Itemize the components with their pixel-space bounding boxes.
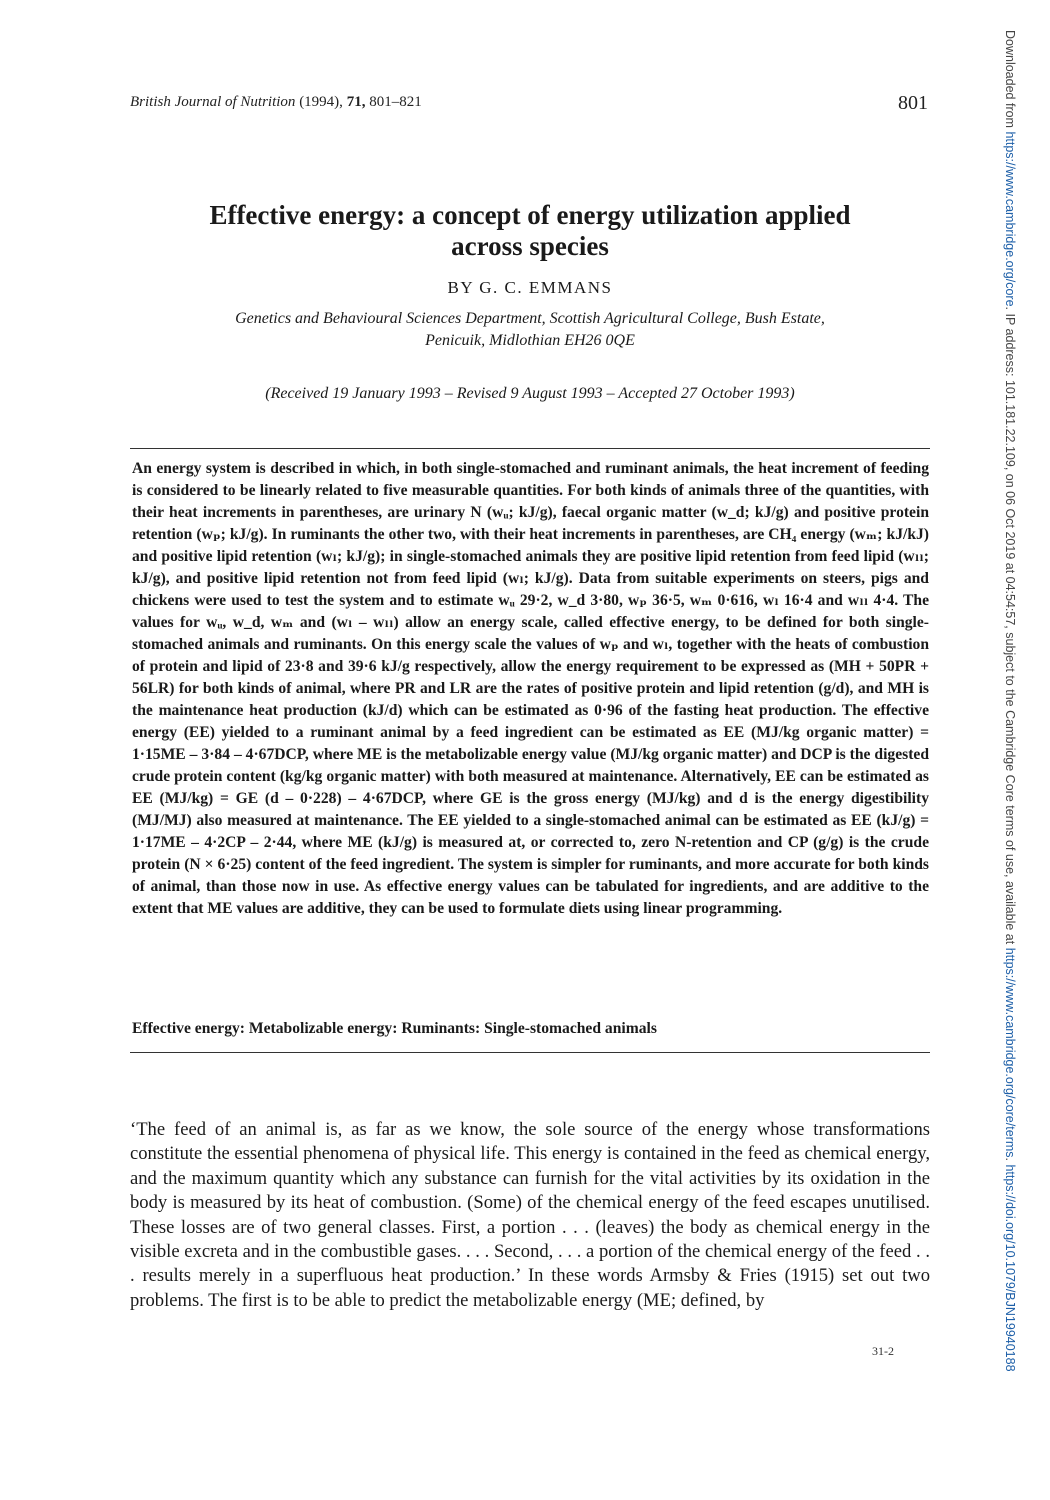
author: BY G. C. EMMANS <box>447 278 613 297</box>
footer-code: 31-2 <box>872 1344 894 1358</box>
terms-link[interactable]: https://www.cambridge.org/core/terms <box>1003 947 1017 1158</box>
article-title <box>130 200 930 262</box>
affiliation <box>130 308 930 352</box>
journal-year: (1994), <box>299 94 343 110</box>
journal-pages: 801–821 <box>369 94 422 110</box>
download-sep: . <box>1003 1157 1017 1165</box>
running-header <box>130 94 422 111</box>
download-prefix: Downloaded from <box>1003 30 1017 132</box>
abstract: An energy system is described in which, in both single-stomached and ruminant animals, the heat increment of feeding is considered to be linearly related to five measurable quantities. For both kinds of animals three of the quantities, with their heat increments in parentheses, are urinary N (wᵤ; kJ/g), faecal organic matter (w_d; kJ/g) and positive protein retention (wₚ; kJ/g). In ruminants the other two, with their heat increments in parentheses, are CH₄ energy (wₘ; kJ/kJ) and positive lipid retention (wₗ; kJ/g); in single-stomached animals they are positive lipid retention from feed lipid (wₗₗ; kJ/g), and positive lipid retention not from feed lipid (wₗ; kJ/g). Data from suitable experiments on steers, pigs and chickens were used to test the system and to estimate wᵤ 29·2, w_d 3·80, wₚ 36·5, wₘ 0·616, wₗ 16·4 and wₗₗ 4·4. The values for wᵤ, w_d, wₘ and (wₗ – wₗₗ) allow an energy scale, called effective energy, to be defined for both single-stomached animals and ruminants. On this energy scale the values of wₚ and wₗ, together with the heats of combustion of protein and lipid of 23·8 and 39·6 kJ/g respectively, allow the energy requirement to be expressed as (MH + 50PR + 56LR) for both kinds of animal, where PR and LR are the rates of positive protein and lipid retention (g/d), and MH is the maintenance heat production (kJ/d) which can be estimated as 0·96 of the fasting heat production. The effective energy (EE) yielded to a ruminant animal by a feed ingredient can be estimated as EE (MJ/kg organic matter) = 1·15ME – 3·84 – 4·67DCP, where ME is the metabolizable energy value (MJ/kg organic matter) and DCP is the digested crude protein content (kg/kg organic matter) with both measured at maintenance. Alternatively, EE can be estimated as EE (MJ/kg) = GE (d – 0·228) – 4·67DCP, where GE is the gross energy (MJ/kg) and d is the energy digestibility (MJ/MJ) also measured at maintenance. The EE yielded to a single-stomached animal can be estimated as EE (kJ/g) = 1·17ME – 4·2CP – 2·44, where ME (kJ/g) is measured at, or corrected to, zero N-retention and CP (g/g) is the crude protein (N × 6·25) content of the feed ingredient. The system is simpler for ruminants, and more accurate for both kinds of animal, than those now in use. As effective energy values can be tabulated for ingredients, and are additive to the extent that ME values are additive, they can be used to formulate diets using linear programming. <box>132 460 929 917</box>
body-paragraph: ‘The feed of an animal is, as far as we know, the sole source of the energy whose transformations constitute the essential phenomena of physical life. This energy is contained in the feed as chemical energy, and the maximum quantity which any substance can furnish for the vital activities by its oxidation in the body is measured by its heat of combustion. (Some) of the chemical energy of the feed escapes unutilised. These losses are of two general classes. First, a portion . . . (leaves) the body as chemical energy in the visible excreta and in the combustible gases. . . . Second, . . . a portion of the chemical energy of the feed . . . results merely in a superfluous heat production.’ In these words Armsby & Fries (1915) set out two problems. The first is to be able to predict the metabolizable energy (ME; defined, by <box>130 1119 930 1311</box>
abstract-top-rule <box>130 448 930 449</box>
page-number: 801 <box>898 92 928 114</box>
download-middle: . IP address: 101.181.22.109, on 06 Oct 2019 at 04:54:57, subject to the Cambridge Core terms of use, available at <box>1003 306 1017 948</box>
abstract-bottom-rule <box>130 1052 930 1053</box>
affiliation-line-2: Penicuik, Midlothian EH26 0QE <box>425 332 635 349</box>
doi-link[interactable]: https://doi.org/10.1079/BJN19940188 <box>1003 1164 1017 1372</box>
download-notice <box>1003 30 1017 1410</box>
title-line-2: across species <box>451 231 609 261</box>
journal-name: British Journal of Nutrition <box>130 94 296 110</box>
cambridge-core-link[interactable]: https://www.cambridge.org/core <box>1003 131 1017 307</box>
affiliation-line-1: Genetics and Behavioural Sciences Department, Scottish Agricultural College, Bush Estate, <box>235 310 825 327</box>
title-line-1: Effective energy: a concept of energy utilization applied <box>209 200 851 230</box>
received-dates: (Received 19 January 1993 – Revised 9 August 1993 – Accepted 27 October 1993) <box>265 385 795 402</box>
keywords: Effective energy: Metabolizable energy: Ruminants: Single-stomached animals <box>132 1020 657 1037</box>
journal-volume: 71, <box>346 94 366 110</box>
